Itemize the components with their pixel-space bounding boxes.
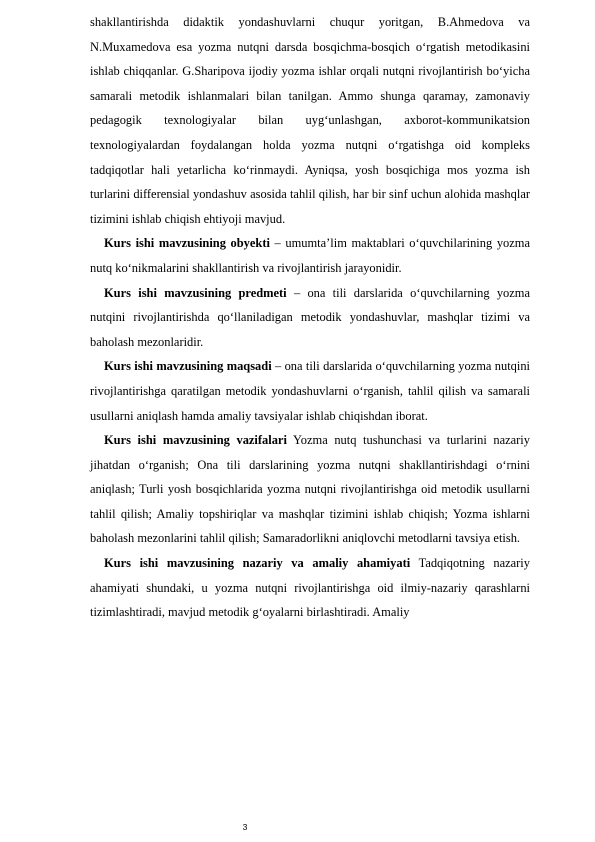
paragraph-text: – umumta’lim maktablari o‘quvchilarining yozma nutq ko‘nikmalarini shakllantirish va rivojlantirish jarayonidir. (90, 236, 530, 275)
body-text (90, 10, 530, 625)
paragraph-heading: Kurs ishi mavzusining maqsadi (104, 359, 272, 374)
paragraph-text: – ona tili darslarida o‘quvchilarning yozma nutqini rivojlantirishga qaratilgan metodik yondashuvlarni o‘rganish, tahlil qilish va samarali usullarni aniqlash hamda amaliy tavsiyalar ishlab chiqishdan iborat. (90, 359, 530, 423)
paragraph-text: Yozma nutq tushunchasi va turlarini nazariy jihatdan o‘rganish; Ona tili darslarining yozma nutqni shakllantirishdagi o‘rnini aniqlash; Turli yosh bosqichlarida yozma nutqni rivojlantirishga oid metodik usullarni tahlil qilish; Amaliy topshiriqlar va mashqlar tizimini ishlab chiqish; Yozma ishlarni baholash mezonlarini tahlil qilish; Samaradorlikni aniqlovchi metodlarni tavsiya etish. (90, 433, 530, 546)
paragraph-goal (90, 354, 530, 428)
paragraph-text: shakllantirishda didaktik yondashuvlarni chuqur yoritgan, B.Ahmedova va N.Muxamedova esa yozma nutqni darsda bosqichma-bosqich o‘rgatish metodikasini ishlab chiqqanlar. G.Sharipova ijodiy yozma ishlar orqali nutqni rivojlantirish bo‘yicha samarali metodik ishlanmalari bilan tanilgan. Ammo shunga qaramay, zamonaviy pedagogik texnologiyalar bilan uyg‘unlashgan, axborot-kommunikatsion texnologiyalardan foydalangan holda yozma nutqni o‘rgatishga oid kompleks tadqiqotlar hali yetarlicha ko‘rinmaydi. Ayniqsa, yosh bosqichiga mos yozma ish turlarini differensial yondashuv asosida tahlil qilish, har bir sinf uchun alohida mashqlar tizimini ishlab chiqish ehtiyoji mavjud. (90, 15, 530, 226)
page-number: 3 (242, 822, 248, 832)
paragraph-text: – ona tili darslarida o‘quvchilarning yozma nutqini rivojlantirishda qo‘llaniladigan metodik yondashuvlar, mashqlar tizimi va baholash mezonlaridir. (90, 285, 530, 349)
paragraph-tasks (90, 428, 530, 551)
paragraph-literature-review (90, 10, 530, 231)
paragraph-heading: Kurs ishi mavzusining nazariy va amaliy ahamiyati (104, 556, 411, 571)
paragraph-subject (90, 281, 530, 355)
paragraph-object (90, 231, 530, 280)
paragraph-heading: Kurs ishi mavzusining vazifalari (104, 433, 287, 448)
paragraph-heading: Kurs ishi mavzusining obyekti (104, 236, 270, 251)
paragraph-significance (90, 551, 530, 625)
paragraph-text: Tadqiqotning nazariy ahamiyati shundaki, u yozma nutqni rivojlantirishga oid ilmiy-nazariy qarashlarni tizimlashtiradi, mavjud metodik g‘oyalarni birlashtiradi. Amaliy (90, 556, 530, 620)
paragraph-heading: Kurs ishi mavzusining predmeti (104, 285, 287, 300)
